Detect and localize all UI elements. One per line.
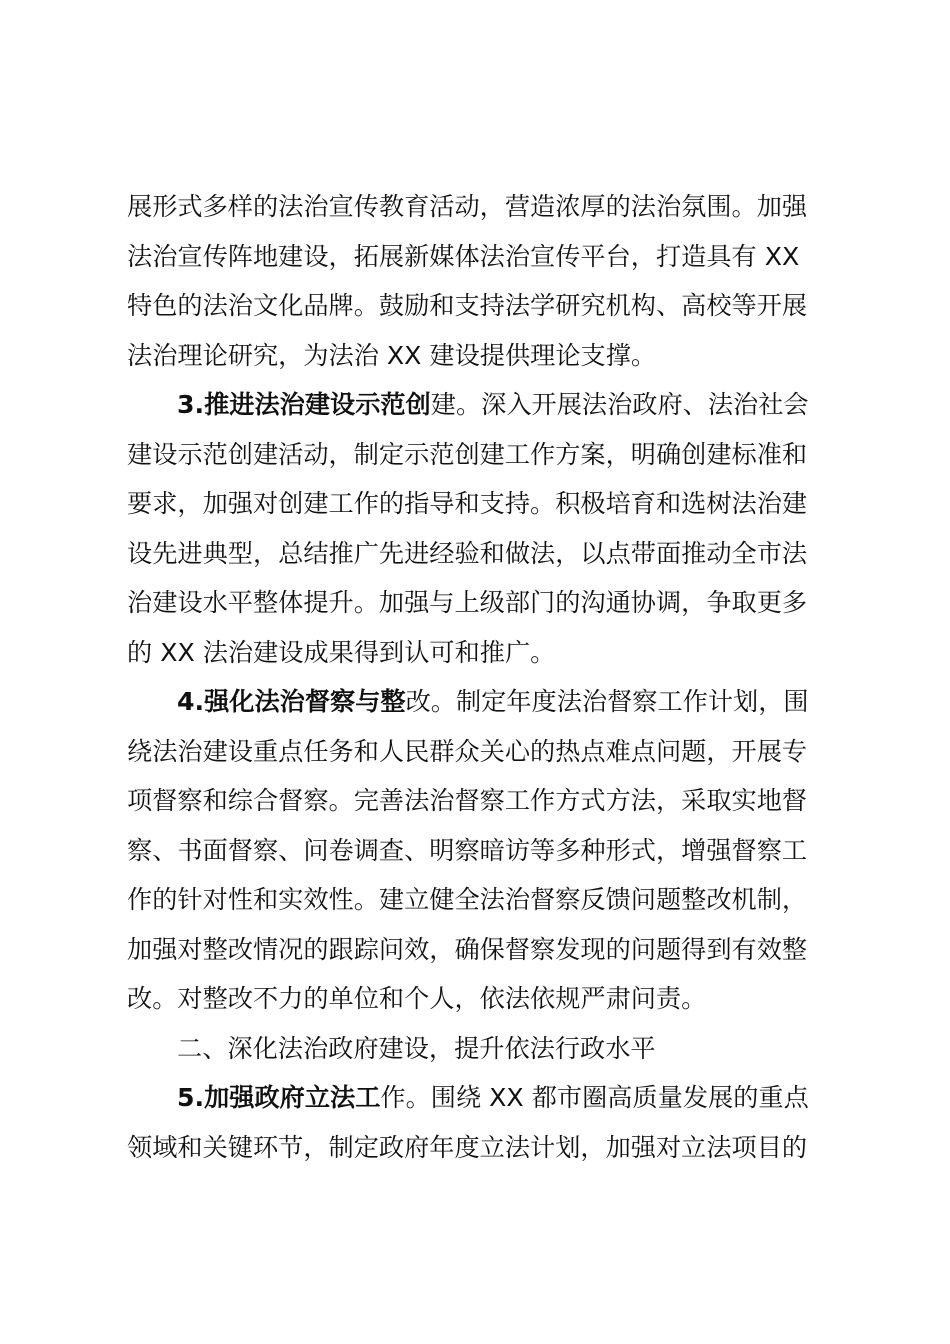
line-text: 要求，加强对创建工作的指导和支持。积极培育和选树法治建 <box>127 489 808 518</box>
section-heading-line <box>127 380 833 430</box>
line-text: 建。深入开展法治政府、法治社会 <box>430 390 809 419</box>
text-line <box>127 281 833 331</box>
text-line <box>127 529 833 579</box>
text-line <box>127 430 833 480</box>
line-text: 展形式多样的法治宣传教育活动，营造浓厚的法治氛围。加强 <box>127 192 808 221</box>
text-line <box>127 925 833 975</box>
chapter-heading-2: 二、深化法治政府建设，提升依法行政水平 <box>177 1033 656 1063</box>
text-line <box>127 182 833 232</box>
line-text: 察、书面督察、问卷调查、明察暗访等多种形式，增强督察工 <box>127 835 808 865</box>
line-text: 法治宣传阵地建设，拓展新媒体法治宣传平台，打造具有 XX <box>127 241 800 271</box>
line-text: 法治理论研究，为法治 XX 建设提供理论支撑。 <box>127 340 657 370</box>
text-line <box>127 578 833 628</box>
text-line <box>127 479 833 529</box>
text-line <box>127 232 833 282</box>
section-heading-4: 4.强化法治督察与整 <box>177 687 406 716</box>
text-line <box>127 1123 833 1173</box>
line-text: 绕法治建设重点任务和人民群众关心的热点难点问题，开展专 <box>127 736 808 766</box>
line-text: 设先进典型，总结推广先进经验和做法，以点带面推动全市法 <box>127 538 808 568</box>
text-line <box>127 875 833 925</box>
text-line <box>127 727 833 777</box>
text-line <box>127 974 833 1024</box>
document-body <box>127 182 833 1172</box>
line-text: 特色的法治文化品牌。鼓励和支持法学研究机构、高校等开展 <box>127 291 808 320</box>
line-text: 作。围绕 XX 都市圈高质量发展的重点 <box>380 1083 809 1112</box>
line-text: 改。制定年度法治督察工作计划，围 <box>405 687 809 716</box>
chapter-heading-line <box>127 1024 833 1074</box>
text-line <box>127 628 833 678</box>
line-text: 建设示范创建活动，制定示范创建工作方案，明确创建标准和 <box>127 439 808 469</box>
line-text: 治建设水平整体提升。加强与上级部门的沟通协调，争取更多 <box>127 588 808 617</box>
line-text: 项督察和综合督察。完善法治督察工作方式方法，采取实地督 <box>127 786 808 815</box>
section-heading-3: 3.推进法治建设示范创 <box>177 390 431 419</box>
line-text: 的 XX 法治建设成果得到认可和推广。 <box>127 637 556 667</box>
section-heading-line <box>127 1073 833 1123</box>
text-line <box>127 826 833 876</box>
text-line <box>127 776 833 826</box>
section-heading-5: 5.加强政府立法工 <box>177 1083 381 1112</box>
line-text: 领域和关键环节，制定政府年度立法计划，加强对立法项目的 <box>127 1132 808 1162</box>
line-text: 加强对整改情况的跟踪问效，确保督察发现的问题得到有效整 <box>127 934 808 964</box>
text-line <box>127 331 833 381</box>
line-text: 改。对整改不力的单位和个人，依法依规严肃问责。 <box>127 984 707 1013</box>
line-text: 作的针对性和实效性。建立健全法治督察反馈问题整改机制， <box>127 885 808 914</box>
section-heading-line <box>127 677 833 727</box>
